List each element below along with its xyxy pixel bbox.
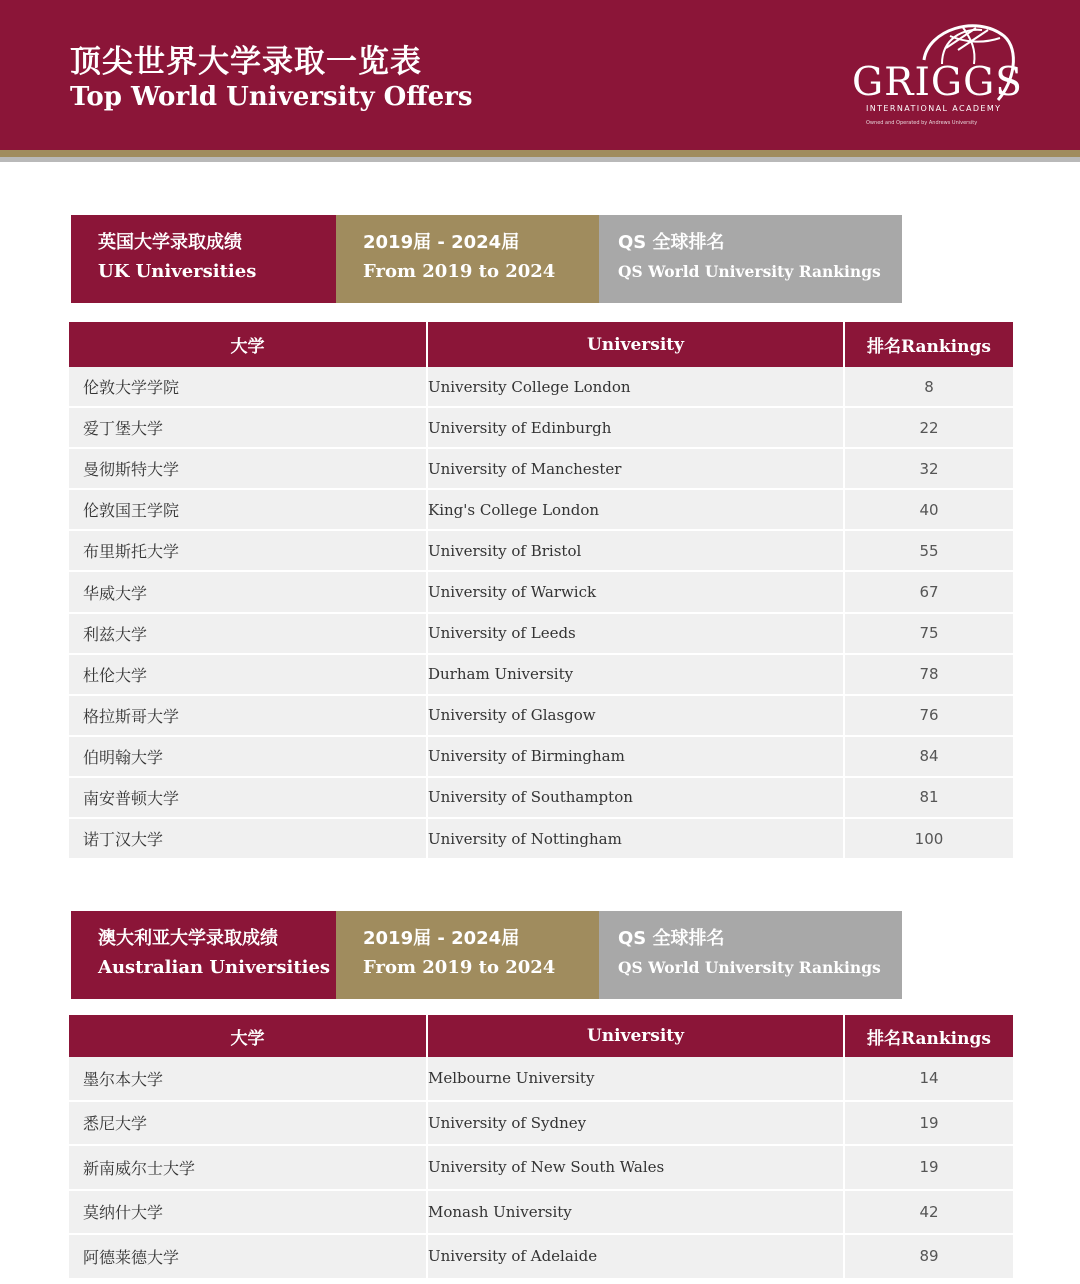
table-row xyxy=(69,655,1013,696)
uk-ranking-cn: QS 全球排名 xyxy=(618,232,725,253)
university-name-en: University College London xyxy=(428,367,843,406)
qs-rank: 32 xyxy=(845,449,1013,488)
table-row xyxy=(69,1235,1013,1280)
header-gold-stripe xyxy=(0,150,1080,157)
table-row xyxy=(69,490,1013,531)
table-row xyxy=(69,408,1013,449)
table-header-row xyxy=(69,322,1013,367)
column-header-rank: 排名Rankings xyxy=(845,322,1013,367)
au-period-block xyxy=(336,911,599,999)
logo-wordmark: GRIGGS xyxy=(852,60,1023,105)
qs-rank: 55 xyxy=(845,531,1013,570)
au-label-block xyxy=(71,911,336,999)
au-ranking-cn: QS 全球排名 xyxy=(618,928,725,949)
uk-universities-table xyxy=(69,322,1013,860)
university-name-cn: 诺丁汉大学 xyxy=(69,819,426,858)
qs-rank: 76 xyxy=(845,696,1013,735)
university-name-cn: 布里斯托大学 xyxy=(69,531,426,570)
university-name-en: Durham University xyxy=(428,655,843,694)
university-name-cn: 伯明翰大学 xyxy=(69,737,426,776)
column-header-cn: 大学 xyxy=(69,1015,426,1057)
uk-period-block xyxy=(336,215,599,303)
au-period-en: From 2019 to 2024 xyxy=(363,957,556,978)
qs-rank: 84 xyxy=(845,737,1013,776)
university-name-cn: 伦敦国王学院 xyxy=(69,490,426,529)
table-row xyxy=(69,819,1013,860)
table-row xyxy=(69,1146,1013,1191)
logo-subtitle: INTERNATIONAL ACADEMY xyxy=(866,104,1002,113)
logo-tagline: Owned and Operated by Andrews University xyxy=(866,120,978,126)
university-name-en: University of Manchester xyxy=(428,449,843,488)
qs-rank: 75 xyxy=(845,614,1013,653)
uk-table-body xyxy=(69,367,1013,860)
uk-ranking-block xyxy=(599,215,902,303)
au-table-body xyxy=(69,1057,1013,1280)
qs-rank: 81 xyxy=(845,778,1013,817)
university-name-en: University of Birmingham xyxy=(428,737,843,776)
au-universities-table xyxy=(69,1015,1013,1280)
au-label-en: Australian Universities xyxy=(98,957,331,978)
university-name-cn: 华威大学 xyxy=(69,572,426,611)
university-name-cn: 伦敦大学学院 xyxy=(69,367,426,406)
university-name-en: University of Leeds xyxy=(428,614,843,653)
uk-period-en: From 2019 to 2024 xyxy=(363,261,556,282)
university-name-en: University of Warwick xyxy=(428,572,843,611)
table-row xyxy=(69,737,1013,778)
table-row xyxy=(69,614,1013,655)
university-name-en: University of Sydney xyxy=(428,1102,843,1145)
griggs-logo xyxy=(848,20,1023,135)
university-name-cn: 爱丁堡大学 xyxy=(69,408,426,447)
au-ranking-block xyxy=(599,911,902,999)
qs-rank: 14 xyxy=(845,1057,1013,1100)
table-row xyxy=(69,449,1013,490)
university-name-en: Melbourne University xyxy=(428,1057,843,1100)
qs-rank: 42 xyxy=(845,1191,1013,1234)
au-ranking-en: QS World University Rankings xyxy=(618,958,881,977)
university-name-en: University of New South Wales xyxy=(428,1146,843,1189)
qs-rank: 89 xyxy=(845,1235,1013,1278)
table-row xyxy=(69,696,1013,737)
qs-rank: 40 xyxy=(845,490,1013,529)
qs-rank: 19 xyxy=(845,1146,1013,1189)
qs-rank: 22 xyxy=(845,408,1013,447)
uk-ranking-en: QS World University Rankings xyxy=(618,262,881,281)
au-period-cn: 2019届 - 2024届 xyxy=(363,928,520,949)
uk-label-en: UK Universities xyxy=(98,261,257,282)
table-row xyxy=(69,531,1013,572)
university-name-cn: 新南威尔士大学 xyxy=(69,1146,426,1189)
page-title-cn: 顶尖世界大学录取一览表 xyxy=(70,44,422,80)
university-name-en: King's College London xyxy=(428,490,843,529)
university-name-en: University of Southampton xyxy=(428,778,843,817)
university-name-en: Monash University xyxy=(428,1191,843,1234)
uk-period-cn: 2019届 - 2024届 xyxy=(363,232,520,253)
header-grey-stripe xyxy=(0,157,1080,162)
table-row xyxy=(69,1191,1013,1236)
uk-label-block xyxy=(71,215,336,303)
university-name-en: University of Glasgow xyxy=(428,696,843,735)
university-name-en: University of Bristol xyxy=(428,531,843,570)
university-name-cn: 曼彻斯特大学 xyxy=(69,449,426,488)
university-name-cn: 格拉斯哥大学 xyxy=(69,696,426,735)
university-name-cn: 南安普顿大学 xyxy=(69,778,426,817)
uk-section-header xyxy=(71,215,902,303)
qs-rank: 67 xyxy=(845,572,1013,611)
qs-rank: 78 xyxy=(845,655,1013,694)
university-name-en: University of Adelaide xyxy=(428,1235,843,1278)
table-row xyxy=(69,778,1013,819)
qs-rank: 8 xyxy=(845,367,1013,406)
column-header-cn: 大学 xyxy=(69,322,426,367)
table-row xyxy=(69,367,1013,408)
au-section-header xyxy=(71,911,902,999)
university-name-en: University of Edinburgh xyxy=(428,408,843,447)
university-name-en: University of Nottingham xyxy=(428,819,843,858)
table-row xyxy=(69,1057,1013,1102)
au-label-cn: 澳大利亚大学录取成绩 xyxy=(98,928,278,949)
university-name-cn: 悉尼大学 xyxy=(69,1102,426,1145)
qs-rank: 100 xyxy=(845,819,1013,858)
table-header-row xyxy=(69,1015,1013,1057)
page-title-en: Top World University Offers xyxy=(70,82,473,112)
table-row xyxy=(69,572,1013,613)
university-name-cn: 杜伦大学 xyxy=(69,655,426,694)
university-name-cn: 莫纳什大学 xyxy=(69,1191,426,1234)
column-header-en: University xyxy=(428,322,843,367)
column-header-en: University xyxy=(428,1015,843,1057)
column-header-rank: 排名Rankings xyxy=(845,1015,1013,1057)
table-row xyxy=(69,1102,1013,1147)
uk-label-cn: 英国大学录取成绩 xyxy=(98,232,242,253)
university-name-cn: 阿德莱德大学 xyxy=(69,1235,426,1278)
university-name-cn: 利兹大学 xyxy=(69,614,426,653)
university-name-cn: 墨尔本大学 xyxy=(69,1057,426,1100)
qs-rank: 19 xyxy=(845,1102,1013,1145)
